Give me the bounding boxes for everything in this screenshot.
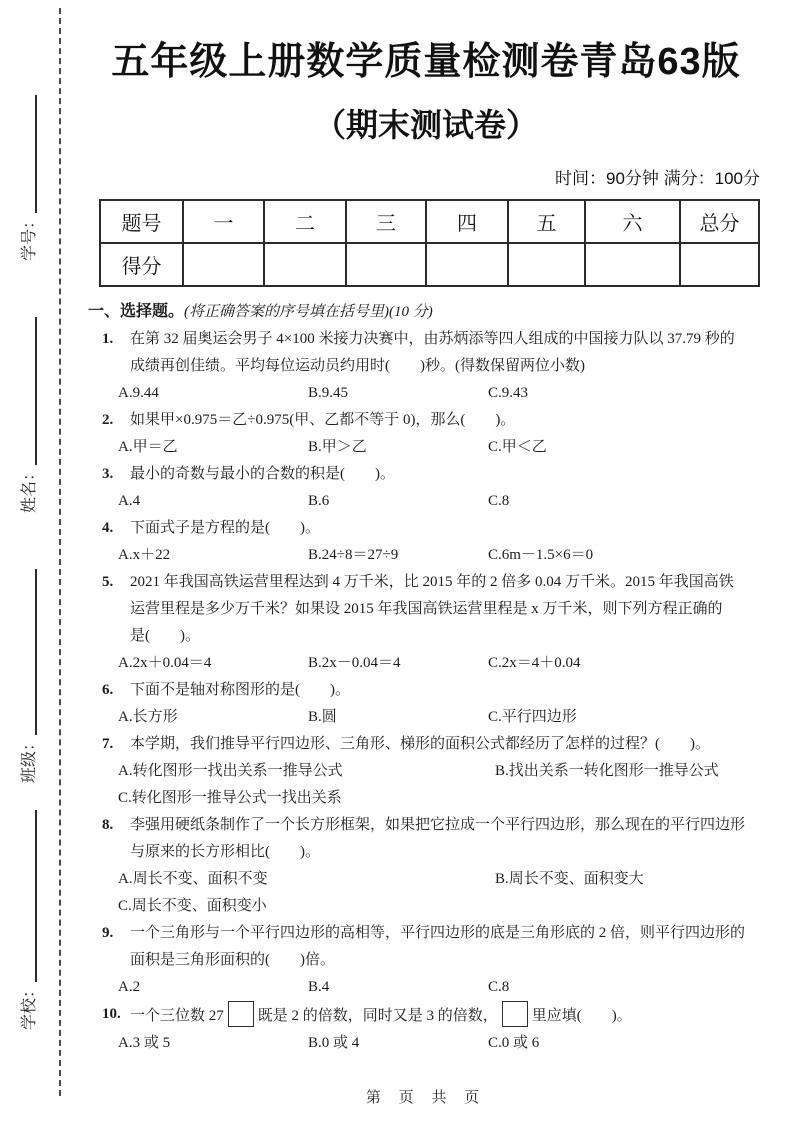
page-footer bbox=[88, 1086, 764, 1107]
question-text-segment: 既是 2 的倍数，同时又是 3 的倍数， bbox=[257, 1008, 498, 1024]
option-c: C.9.43 bbox=[488, 385, 529, 401]
options-row bbox=[118, 974, 764, 1001]
options-row bbox=[118, 488, 764, 515]
option-b: B.周长不变、面积变大 bbox=[495, 871, 644, 887]
score-cell bbox=[264, 243, 346, 286]
question-line: 运营里程是多少万千米？如果设 2015 年我国高铁运营里程是 x 万千米，则下列方程正确的 bbox=[130, 601, 723, 617]
score-cell bbox=[346, 243, 426, 286]
question-text-segment: 一个三位数 27 bbox=[130, 1008, 224, 1024]
sidebar-field-student-id bbox=[18, 89, 42, 261]
score-table-col-5: 五 bbox=[508, 200, 585, 243]
section-header bbox=[88, 300, 764, 324]
score-table-col-total: 总分 bbox=[680, 200, 759, 243]
sidebar-field-name bbox=[18, 311, 42, 513]
score-cell bbox=[426, 243, 508, 286]
student-id-blank-line bbox=[21, 95, 37, 213]
option-b: B.9.45 bbox=[308, 385, 349, 401]
question-9 bbox=[102, 920, 764, 1001]
question-line: 成绩再创佳绩。平均每位运动员约用时( )秒。(得数保留两位小数) bbox=[130, 358, 585, 374]
question-line bbox=[130, 1001, 764, 1030]
question-list bbox=[88, 326, 764, 1057]
option-c: C.甲＜乙 bbox=[488, 439, 547, 455]
score-table-col-2: 二 bbox=[264, 200, 346, 243]
question-1 bbox=[102, 326, 764, 407]
options-row bbox=[118, 434, 764, 461]
question-number: 3. bbox=[102, 466, 114, 482]
option-b: B.4 bbox=[308, 979, 330, 995]
score-table bbox=[99, 199, 760, 287]
main-content bbox=[88, 0, 764, 1057]
option-a: A.周长不变、面积不变 bbox=[118, 871, 268, 887]
option-c: C.转化图形一推导公式一找出关系 bbox=[118, 790, 342, 806]
score-cell bbox=[508, 243, 585, 286]
option-b: B.24÷8＝27÷9 bbox=[308, 547, 399, 563]
question-number: 5. bbox=[102, 574, 114, 590]
option-a: A.长方形 bbox=[118, 709, 178, 725]
question-5 bbox=[102, 569, 764, 677]
options-row bbox=[118, 704, 764, 731]
option-a: A.x＋22 bbox=[118, 547, 171, 563]
question-line: 与原来的长方形相比( )。 bbox=[130, 844, 320, 860]
option-a: A.2x＋0.04＝4 bbox=[118, 655, 212, 671]
options-row bbox=[118, 542, 764, 569]
score-table-col-6: 六 bbox=[585, 200, 680, 243]
question-4 bbox=[102, 515, 764, 569]
score-row-label: 得分 bbox=[100, 243, 183, 286]
option-c: C.6m－1.5×6＝0 bbox=[488, 547, 594, 563]
section-title: 一、选择题。 bbox=[88, 303, 185, 320]
name-label: 姓名： bbox=[21, 464, 38, 513]
score-table-col-3: 三 bbox=[346, 200, 426, 243]
blank-box bbox=[502, 1001, 528, 1027]
question-2 bbox=[102, 407, 764, 461]
question-number: 1. bbox=[102, 331, 114, 347]
option-b: B.6 bbox=[308, 493, 330, 509]
option-b: B.0 或 4 bbox=[308, 1035, 360, 1051]
question-number: 7. bbox=[102, 736, 114, 752]
question-line: 最小的奇数与最小的合数的积是( )。 bbox=[130, 466, 395, 482]
option-c: C.8 bbox=[488, 979, 510, 995]
option-a: A.2 bbox=[118, 979, 141, 995]
score-cell-total bbox=[680, 243, 759, 286]
score-table-corner: 题号 bbox=[100, 200, 183, 243]
option-a: A.转化图形一找出关系一推导公式 bbox=[118, 763, 343, 779]
score-cell bbox=[585, 243, 680, 286]
options-row bbox=[118, 758, 764, 785]
question-6 bbox=[102, 677, 764, 731]
exam-title: 五年级上册数学质量检测卷青岛63版 bbox=[111, 41, 741, 83]
question-3 bbox=[102, 461, 764, 515]
question-line: 一个三角形与一个平行四边形的高相等，平行四边形的底是三角形底的 2 倍，则平行四边形的 bbox=[130, 925, 746, 941]
score-table-header-row bbox=[100, 200, 759, 243]
question-number: 4. bbox=[102, 520, 114, 536]
question-10 bbox=[102, 1001, 764, 1057]
question-number: 2. bbox=[102, 412, 114, 428]
score-table-score-row bbox=[100, 243, 759, 286]
score-table-col-1: 一 bbox=[183, 200, 264, 243]
question-line: 如果甲×0.975＝乙÷0.975(甲、乙都不等于 0)，那么( )。 bbox=[130, 412, 516, 428]
sidebar-field-school bbox=[18, 804, 42, 1030]
option-a: A.甲＝乙 bbox=[118, 439, 178, 455]
options-row bbox=[118, 866, 764, 893]
exam-meta: 时间：90分钟 满分：100分 bbox=[555, 169, 760, 188]
school-label: 学校： bbox=[21, 981, 38, 1030]
student-id-label: 学号： bbox=[21, 212, 38, 261]
option-c: C.0 或 6 bbox=[488, 1035, 540, 1051]
score-cell bbox=[183, 243, 264, 286]
question-line: 2021 年我国高铁运营里程达到 4 万千米，比 2015 年的 2 倍多 0.04 万千米。2015 年我国高铁 bbox=[130, 574, 734, 590]
option-c: C.2x＝4＋0.04 bbox=[488, 655, 581, 671]
option-c: C.8 bbox=[488, 493, 510, 509]
options-row bbox=[118, 380, 764, 407]
option-c: C.周长不变、面积变小 bbox=[118, 898, 267, 914]
options-row bbox=[118, 1030, 764, 1057]
question-line: 下面式子是方程的是( )。 bbox=[130, 520, 320, 536]
blank-box bbox=[228, 1001, 254, 1027]
footer-page-label: 第 页 共 页 bbox=[365, 1090, 487, 1106]
option-b: B.找出关系一转化图形一推导公式 bbox=[495, 763, 719, 779]
cut-dashed-line bbox=[59, 8, 61, 1096]
question-line: 下面不是轴对称图形的是( )。 bbox=[130, 682, 350, 698]
option-a: A.4 bbox=[118, 493, 141, 509]
question-8 bbox=[102, 812, 764, 920]
score-table-col-4: 四 bbox=[426, 200, 508, 243]
question-line: 在第 32 届奥运会男子 4×100 米接力决赛中，由苏炳添等四人组成的中国接力队以 37.79 秒的 bbox=[130, 331, 735, 347]
option-b: B.圆 bbox=[308, 709, 337, 725]
school-blank-line bbox=[21, 810, 37, 982]
option-c: C.平行四边形 bbox=[488, 709, 577, 725]
options-row bbox=[118, 650, 764, 677]
question-number: 8. bbox=[102, 817, 114, 833]
question-number: 9. bbox=[102, 925, 114, 941]
question-line: 本学期，我们推导平行四边形、三角形、梯形的面积公式都经历了怎样的过程？( )。 bbox=[130, 736, 710, 752]
question-7 bbox=[102, 731, 764, 812]
question-text-segment: 里应填( )。 bbox=[531, 1008, 632, 1024]
question-number: 10. bbox=[102, 1006, 121, 1022]
question-number: 6. bbox=[102, 682, 114, 698]
question-line: 是( )。 bbox=[130, 628, 200, 644]
question-line: 李强用硬纸条制作了一个长方形框架，如果把它拉成一个平行四边形，那么现在的平行四边形 bbox=[130, 817, 746, 833]
class-label: 班级： bbox=[21, 734, 38, 783]
section-note: (将正确答案的序号填在括号里)(10 分) bbox=[184, 304, 433, 320]
exam-subtitle: （期末测试卷） bbox=[313, 107, 538, 143]
option-b: B.2x－0.04＝4 bbox=[308, 655, 401, 671]
option-a: A.9.44 bbox=[118, 385, 159, 401]
class-blank-line bbox=[21, 569, 37, 735]
question-line: 面积是三角形面积的( )倍。 bbox=[130, 952, 335, 968]
sidebar-field-class bbox=[18, 563, 42, 783]
name-blank-line bbox=[21, 317, 37, 465]
option-b: B.甲＞乙 bbox=[308, 439, 367, 455]
option-a: A.3 或 5 bbox=[118, 1035, 171, 1051]
